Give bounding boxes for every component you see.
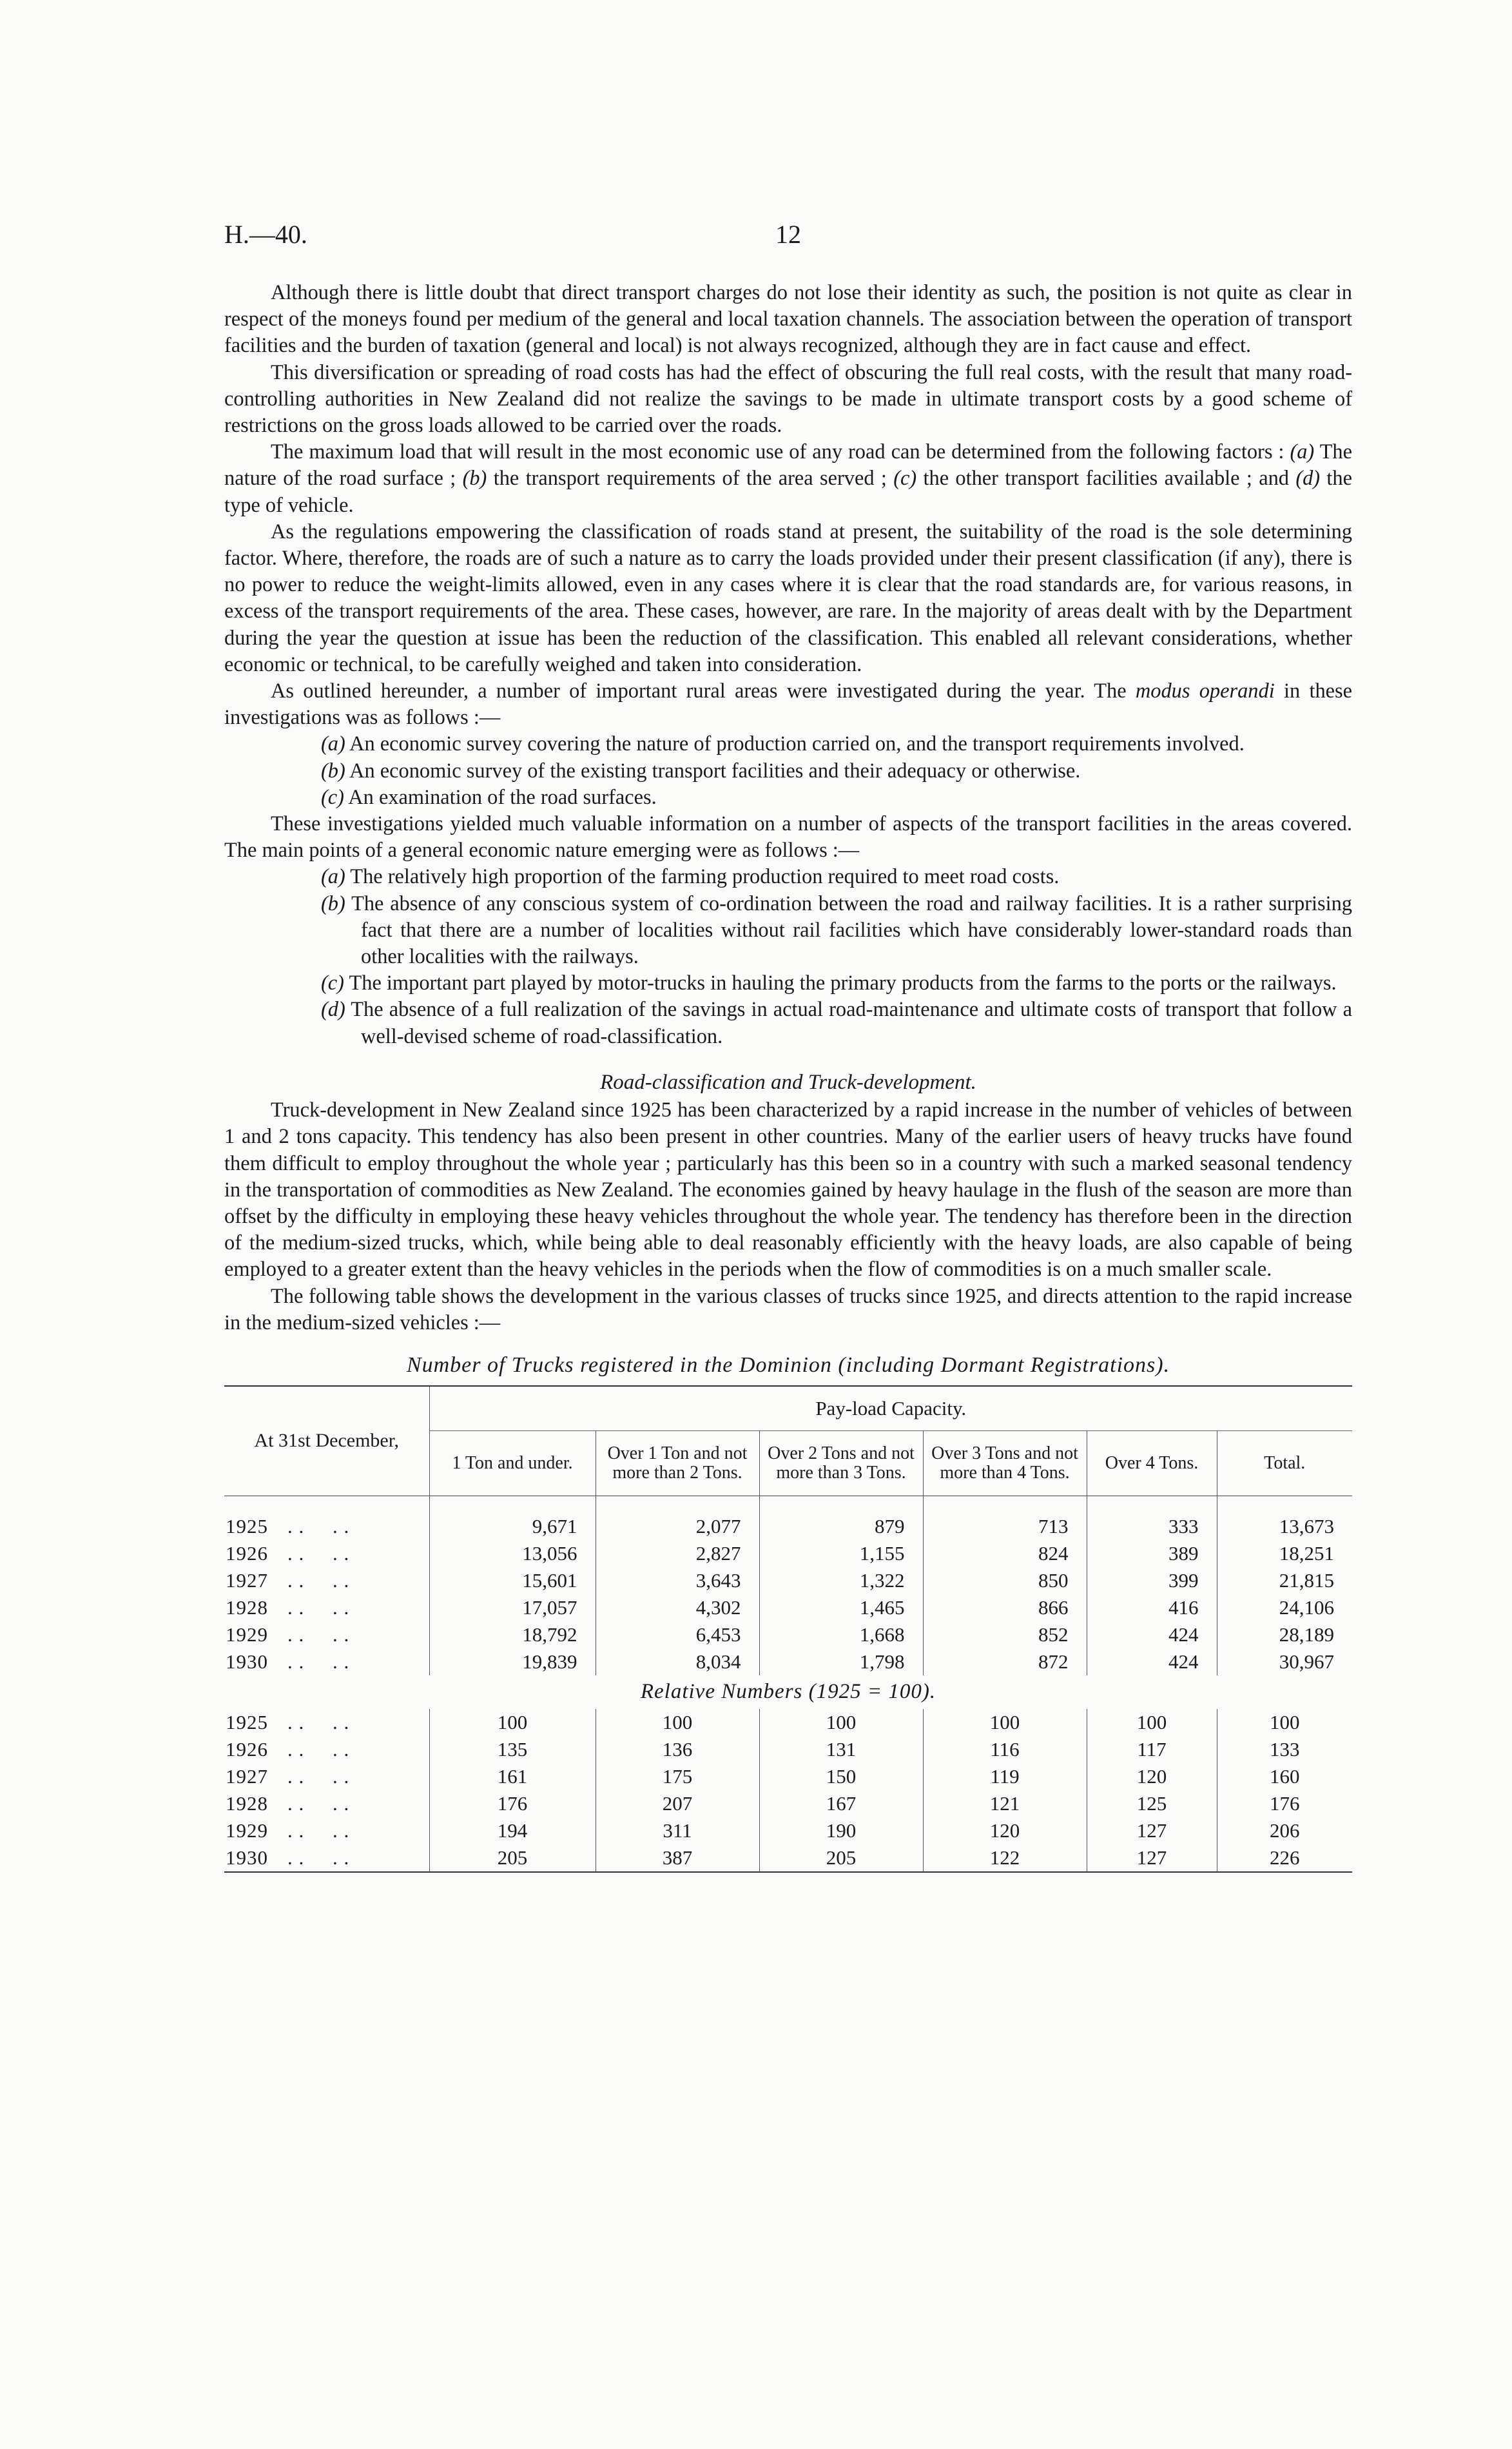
paragraph-6: These investigations yielded much valuable information on a number of aspects of the transport facilities in the areas covered. The main points of a general economic nature emerging were as follows :—: [224, 812, 1352, 863]
value-cell: 176: [429, 1790, 596, 1817]
value-cell: 17,057: [429, 1594, 596, 1621]
list-item: (c) An examination of the road surfaces.: [321, 785, 657, 809]
value-cell: 2,077: [596, 1513, 759, 1540]
value-cell: 125: [1087, 1790, 1217, 1817]
table-row: [224, 1594, 1352, 1621]
value-cell: 150: [759, 1763, 923, 1790]
payload-capacity-header: Pay-load Capacity.: [429, 1387, 1352, 1431]
value-cell: 879: [759, 1513, 923, 1540]
column-header: Over 2 Tons and not more than 3 Tons.: [759, 1430, 923, 1496]
value-cell: 13,056: [429, 1540, 596, 1567]
year-cell: 1926 . . . .: [226, 1541, 350, 1565]
value-cell: 161: [429, 1763, 596, 1790]
investigation-list: [224, 731, 1352, 811]
column-header: Over 1 Ton and not more than 2 Tons.: [596, 1430, 759, 1496]
paragraph-8: The following table shows the development in the various classes of trucks since 1925, and directs attention to the rapid increase in the medium-sized vehicles :—: [224, 1284, 1352, 1334]
value-cell: 119: [923, 1763, 1087, 1790]
list-item: (b) An economic survey of the existing transport facilities and their adequacy or otherwise.: [321, 759, 1081, 783]
value-cell: 1,798: [759, 1648, 923, 1675]
value-cell: 136: [596, 1736, 759, 1763]
value-cell: 194: [429, 1817, 596, 1844]
column-header: 1 Ton and under.: [429, 1430, 596, 1496]
paragraph-3: The maximum load that will result in the most economic use of any road can be determined from the following factors : (a) The nature of the road surface ; (b) the transport requirements of the area served ; (c) the other transport facilities available ; and (d) the type of vehicle.: [224, 440, 1353, 517]
table-row: [224, 1817, 1352, 1844]
document-page: [224, 219, 1352, 1873]
value-cell: 127: [1087, 1844, 1217, 1871]
value-cell: 122: [923, 1844, 1087, 1871]
value-cell: 207: [596, 1790, 759, 1817]
list-item: (a) An economic survey covering the nature of production carried on, and the transport requirements involved.: [321, 732, 1245, 756]
value-cell: 121: [923, 1790, 1087, 1817]
value-cell: 13,673: [1217, 1513, 1352, 1540]
list-item: (d) The absence of a full realization of the savings in actual road-maintenance and ultimate costs of transport that follow a well-devised scheme of road-classification.: [321, 998, 1352, 1048]
value-cell: 127: [1087, 1817, 1217, 1844]
value-cell: 9,671: [429, 1513, 596, 1540]
table-row: [224, 1648, 1352, 1675]
paragraph-1: Although there is little doubt that direct transport charges do not lose their identity as such, the position is not quite as clear in respect of the moneys found per medium of the general and local taxation channels. The association between the operation of transport facilities and the burden of taxation (general and local) is not always recognized, although they are in fact cause and effect.: [224, 281, 1352, 358]
list-item: (a) The relatively high proportion of the farming production required to meet road costs.: [321, 865, 1060, 889]
report-reference: H.—40.: [224, 220, 307, 249]
value-cell: 206: [1217, 1817, 1352, 1844]
value-cell: 387: [596, 1844, 759, 1871]
value-cell: 160: [1217, 1763, 1352, 1790]
value-cell: 4,302: [596, 1594, 759, 1621]
trucks-table: [224, 1385, 1352, 1873]
value-cell: 3,643: [596, 1567, 759, 1594]
paragraph-4: As the regulations empowering the classification of roads stand at present, the suitability of the road is the sole determining factor. Where, therefore, the roads are of such a nature as to carry the loads provided under their present classification (if any), there is no power to reduce the weight-limits allowed, even in any cases where it is clear that the road standards are, for various reasons, in excess of the transport requirements of the area. These cases, however, are rare. In the majority of areas dealt with by the Department during the year the question at issue has been the reduction of the classification. This enabled all relevant considerations, whether economic or technical, to be carefully weighed and taken into consideration.: [224, 520, 1352, 676]
value-cell: 1,155: [759, 1540, 923, 1567]
value-cell: 100: [923, 1709, 1087, 1736]
findings-list: [224, 864, 1352, 1049]
value-cell: 21,815: [1217, 1567, 1352, 1594]
year-cell: 1928 . . . .: [226, 1791, 350, 1815]
value-cell: 19,839: [429, 1648, 596, 1675]
year-cell: 1925 . . . .: [226, 1710, 350, 1733]
value-cell: 100: [429, 1709, 596, 1736]
value-cell: 6,453: [596, 1621, 759, 1648]
table-title: Number of Trucks registered in the Dominion (including Dormant Registrations).: [406, 1352, 1170, 1377]
list-item: (c) The important part played by motor-trucks in hauling the primary products from the farms to the ports or the railways.: [321, 971, 1337, 995]
value-cell: 100: [759, 1709, 923, 1736]
value-cell: 850: [923, 1567, 1087, 1594]
value-cell: 116: [923, 1736, 1087, 1763]
table-row: [224, 1709, 1352, 1736]
value-cell: 424: [1087, 1621, 1217, 1648]
list-item: (b) The absence of any conscious system of co-ordination between the road and railway facilities. It is a rather surprising fact that there are a number of localities without rail facilities which have considerably lower-standard roads than other localities with the railways.: [321, 892, 1353, 969]
value-cell: 1,668: [759, 1621, 923, 1648]
body-text: [224, 280, 1352, 1336]
value-cell: 18,792: [429, 1621, 596, 1648]
value-cell: 175: [596, 1763, 759, 1790]
value-cell: 18,251: [1217, 1540, 1352, 1567]
year-cell: 1926 . . . .: [226, 1737, 350, 1761]
table-row: [224, 1763, 1352, 1790]
value-cell: 1,322: [759, 1567, 923, 1594]
value-cell: 416: [1087, 1594, 1217, 1621]
value-cell: 28,189: [1217, 1621, 1352, 1648]
table-row: [224, 1736, 1352, 1763]
row-header: At 31st December,: [254, 1430, 400, 1452]
value-cell: 131: [759, 1736, 923, 1763]
value-cell: 389: [1087, 1540, 1217, 1567]
value-cell: 424: [1087, 1648, 1217, 1675]
column-header: Over 3 Tons and not more than 4 Tons.: [923, 1430, 1087, 1496]
value-cell: 100: [1087, 1709, 1217, 1736]
value-cell: 2,827: [596, 1540, 759, 1567]
value-cell: 30,967: [1217, 1648, 1352, 1675]
value-cell: 852: [923, 1621, 1087, 1648]
value-cell: 713: [923, 1513, 1087, 1540]
paragraph-7: Truck-development in New Zealand since 1925 has been characterized by a rapid increase in the number of vehicles of between 1 and 2 tons capacity. This tendency has also been present in other countries. Many of the earlier users of heavy trucks have found them difficult to employ throughout the whole year ; particularly has this been so in a country with such a marked seasonal tendency in the transportation of commodities as New Zealand. The economies gained by heavy haulage in the flush of the season are more than offset by the difficulty in employing these heavy vehicles throughout the whole year. The tendency has therefore been in the direction of the medium-sized trucks, which, while being able to deal reasonably efficiently with the heavy loads, are also capable of being employed to a greater extent than the heavy vehicles in the periods when the flow of commodities is on a much smaller scale.: [224, 1098, 1352, 1282]
table-row: [224, 1790, 1352, 1817]
year-cell: 1928 . . . .: [226, 1595, 350, 1619]
value-cell: 135: [429, 1736, 596, 1763]
value-cell: 190: [759, 1817, 923, 1844]
value-cell: 205: [759, 1844, 923, 1871]
value-cell: 333: [1087, 1513, 1217, 1540]
value-cell: 176: [1217, 1790, 1352, 1817]
table-row: [224, 1567, 1352, 1594]
value-cell: 100: [596, 1709, 759, 1736]
value-cell: 205: [429, 1844, 596, 1871]
value-cell: 133: [1217, 1736, 1352, 1763]
year-cell: 1927 . . . .: [226, 1568, 350, 1592]
table-row: [224, 1540, 1352, 1567]
year-cell: 1929 . . . .: [226, 1623, 350, 1646]
value-cell: 311: [596, 1817, 759, 1844]
year-cell: 1929 . . . .: [226, 1819, 350, 1842]
value-cell: 167: [759, 1790, 923, 1817]
value-cell: 120: [1087, 1763, 1217, 1790]
value-cell: 1,465: [759, 1594, 923, 1621]
table-row: [224, 1621, 1352, 1648]
table-row: [224, 1844, 1352, 1871]
page-header: [224, 219, 1352, 258]
value-cell: 120: [923, 1817, 1087, 1844]
section-title: Road-classification and Truck-development.: [600, 1070, 976, 1094]
paragraph-5: As outlined hereunder, a number of important rural areas were investigated during the year. The modus operandi in these investigations was as follows :—: [224, 679, 1352, 730]
value-cell: 866: [923, 1594, 1087, 1621]
relative-numbers-body: [224, 1709, 1352, 1871]
relative-numbers-title: Relative Numbers (1925 = 100).: [640, 1680, 936, 1704]
value-cell: 8,034: [596, 1648, 759, 1675]
year-cell: 1927 . . . .: [226, 1764, 350, 1788]
value-cell: 15,601: [429, 1567, 596, 1594]
value-cell: 872: [923, 1648, 1087, 1675]
absolute-numbers-body: [224, 1513, 1352, 1675]
paragraph-2: This diversification or spreading of road costs has had the effect of obscuring the full real costs, with the result that many road-controlling authorities in New Zealand did not realize the savings to be made in ultimate transport costs by a good scheme of restrictions on the gross loads allowed to be carried over the roads.: [224, 360, 1352, 438]
column-header: Total.: [1217, 1430, 1352, 1496]
year-cell: 1925 . . . .: [226, 1514, 350, 1537]
value-cell: 226: [1217, 1844, 1352, 1871]
year-cell: 1930 . . . .: [226, 1650, 350, 1673]
value-cell: 824: [923, 1540, 1087, 1567]
value-cell: 100: [1217, 1709, 1352, 1736]
value-cell: 117: [1087, 1736, 1217, 1763]
page-number: 12: [775, 220, 801, 249]
column-header: Over 4 Tons.: [1087, 1430, 1217, 1496]
year-cell: 1930 . . . .: [226, 1846, 350, 1869]
value-cell: 399: [1087, 1567, 1217, 1594]
value-cell: 24,106: [1217, 1594, 1352, 1621]
table-row: [224, 1513, 1352, 1540]
